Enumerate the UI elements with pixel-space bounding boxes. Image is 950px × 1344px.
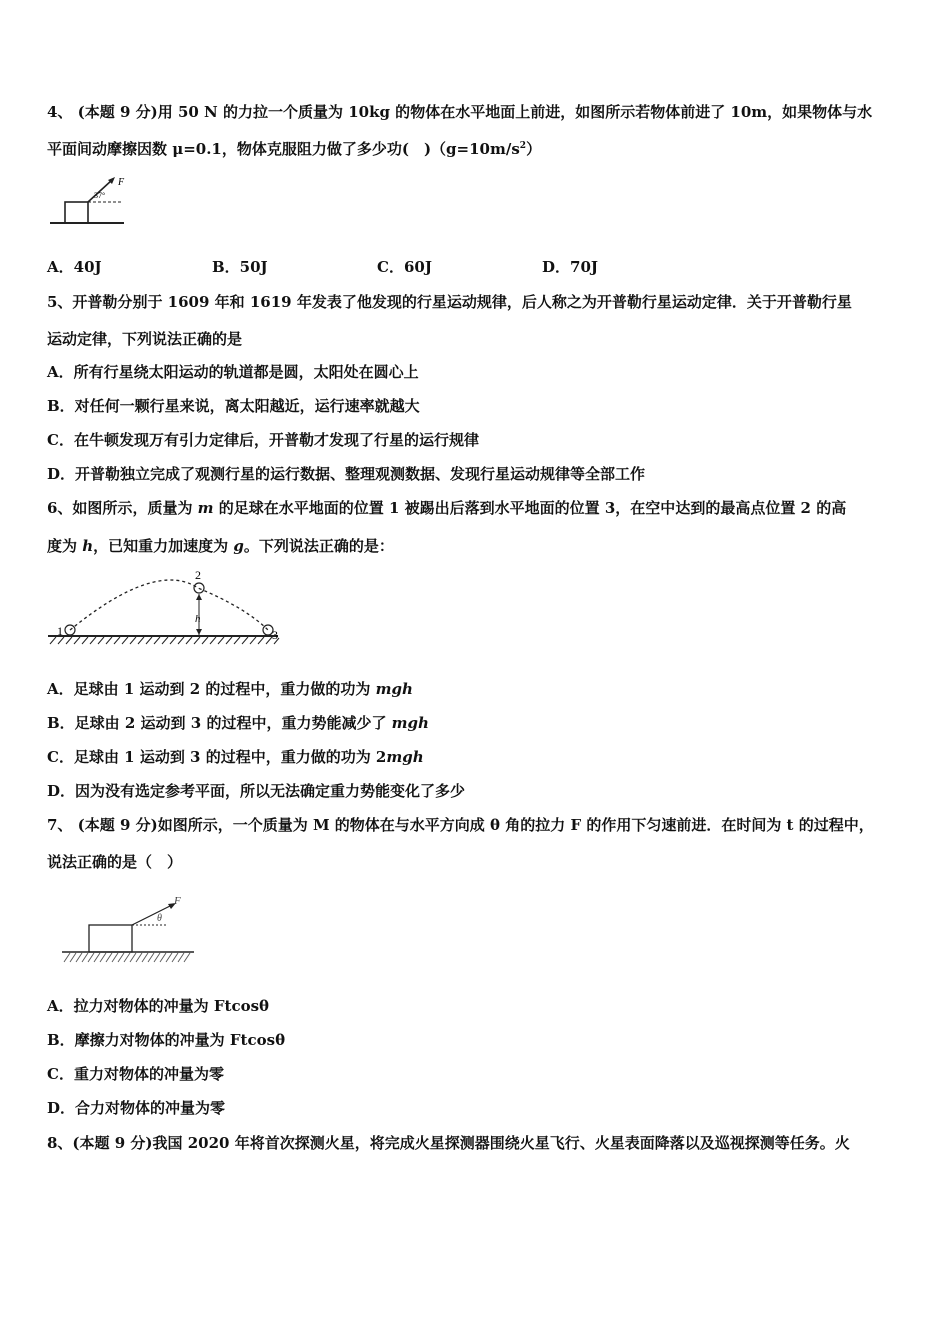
q6-option-b-text: B．足球由 2 运动到 3 的过程中，重力势能减少了 [47,714,392,732]
q7-stem-line2: 说法正确的是（ ） [47,853,183,871]
block [65,202,88,223]
q7-stem-line1: 7、 (本题 9 分)如图所示，一个质量为 M 的物体在与水平方向成 θ 角的拉力 F 的作用下匀速前进．在时间为 t 的过程中， [47,816,874,834]
label-2: 2 [195,568,201,582]
q4-exponent: 2 [519,141,527,151]
q5-option-b[interactable]: B．对任何一颗行星来说，离太阳越近，运行速率就越大 [47,397,420,415]
q6-figure [46,566,286,648]
q4-option-d[interactable]: D．70J [542,258,598,276]
force-label: F [118,177,125,188]
q7-option-c[interactable]: C．重力对物体的冲量为零 [47,1065,224,1083]
q7-figure [60,890,196,968]
label-h: h [195,613,201,625]
q7-option-b[interactable]: B．摩擦力对物体的冲量为 Ftcosθ [47,1031,286,1049]
q4-stem-close: ） [526,140,542,158]
force-label: F [174,895,181,907]
block [89,925,132,952]
ball-position-1 [65,625,75,635]
q4-stem-text: 平面间动摩擦因数 μ=0.1，物体克服阻力做了多少功( )（g=10m/s [47,140,520,158]
q6-option-a-expr: mgh [375,680,413,698]
q4-option-c[interactable]: C．60J [377,258,432,276]
q6-text: ，已知重力加速度为 [93,537,234,555]
label-3: 3 [272,628,278,642]
label-1: 1 [57,624,63,638]
q4-option-b[interactable]: B．50J [212,258,268,276]
q6-text: 6、如图所示，质量为 [47,499,198,517]
q6-option-c[interactable] [47,747,424,767]
force-arrow [132,905,172,925]
q6-text: 的足球在水平地面的位置 1 被踢出后落到水平地面的位置 3，在空中达到的最高点位置 2 的高 [213,499,847,517]
q8-stem-line1: 8、(本题 9 分)我国 2020 年将首次探测火星，将完成火星探测器围绕火星飞行、火星表面降落以及巡视探测等任务。火 [47,1134,850,1152]
height-arrow-down [196,629,202,635]
q5-option-c[interactable]: C．在牛顿发现万有引力定律后，开普勒才发现了行星的运行规律 [47,431,479,449]
q5-stem-line1: 5、开普勒分别于 1609 年和 1619 年发表了他发现的行星运动规律，后人称之为开普勒行星运动定律．关于开普勒行星 [47,293,852,311]
q5-option-a[interactable]: A．所有行星绕太阳运动的轨道都是圆，太阳处在圆心上 [47,363,419,381]
q6-option-b-expr: mgh [391,714,429,732]
var-h: h [82,537,94,555]
q4-option-a[interactable]: A．40J [47,258,102,276]
q7-option-a[interactable]: A．拉力对物体的冲量为 Ftcosθ [47,997,270,1015]
q6-text: 。下列说法正确的是： [243,537,394,555]
ball-position-2 [194,583,204,593]
q4-figure [48,170,130,226]
q6-text: 度为 [47,537,83,555]
q6-option-a[interactable] [47,679,413,699]
var-g: g [233,537,244,555]
var-m: m [197,499,214,517]
q6-option-d[interactable]: D．因为没有选定参考平面，所以无法确定重力势能变化了多少 [47,782,466,800]
q6-option-a-text: A．足球由 1 运动到 2 的过程中，重力做的功为 [47,680,376,698]
q4-stem-line2 [47,139,541,159]
q6-stem-line2 [47,536,394,556]
q6-option-c-expr: mgh [386,748,424,766]
q5-option-d[interactable]: D．开普勒独立完成了观测行星的运行数据、整理观测数据、发现行星运动规律等全部工作 [47,465,646,483]
angle-label: 37° [94,191,106,200]
q7-option-d[interactable]: D．合力对物体的冲量为零 [47,1099,226,1117]
q4-stem-line1: 4、 (本题 9 分)用 50 N 的力拉一个质量为 10kg 的物体在水平地面上前进，如图所示若物体前进了 10m，如果物体与水 [47,103,873,121]
trajectory [70,580,268,630]
q6-option-b[interactable] [47,713,429,733]
ground-hatching [50,637,279,644]
q5-stem-line2: 运动定律，下列说法正确的是 [47,330,243,348]
q6-option-c-text: C．足球由 1 运动到 3 的过程中，重力做的功为 2 [47,748,387,766]
q6-stem-line1 [47,498,846,518]
ground-hatching [64,953,190,962]
angle-label: θ [157,913,162,924]
height-arrow-up [196,594,202,600]
